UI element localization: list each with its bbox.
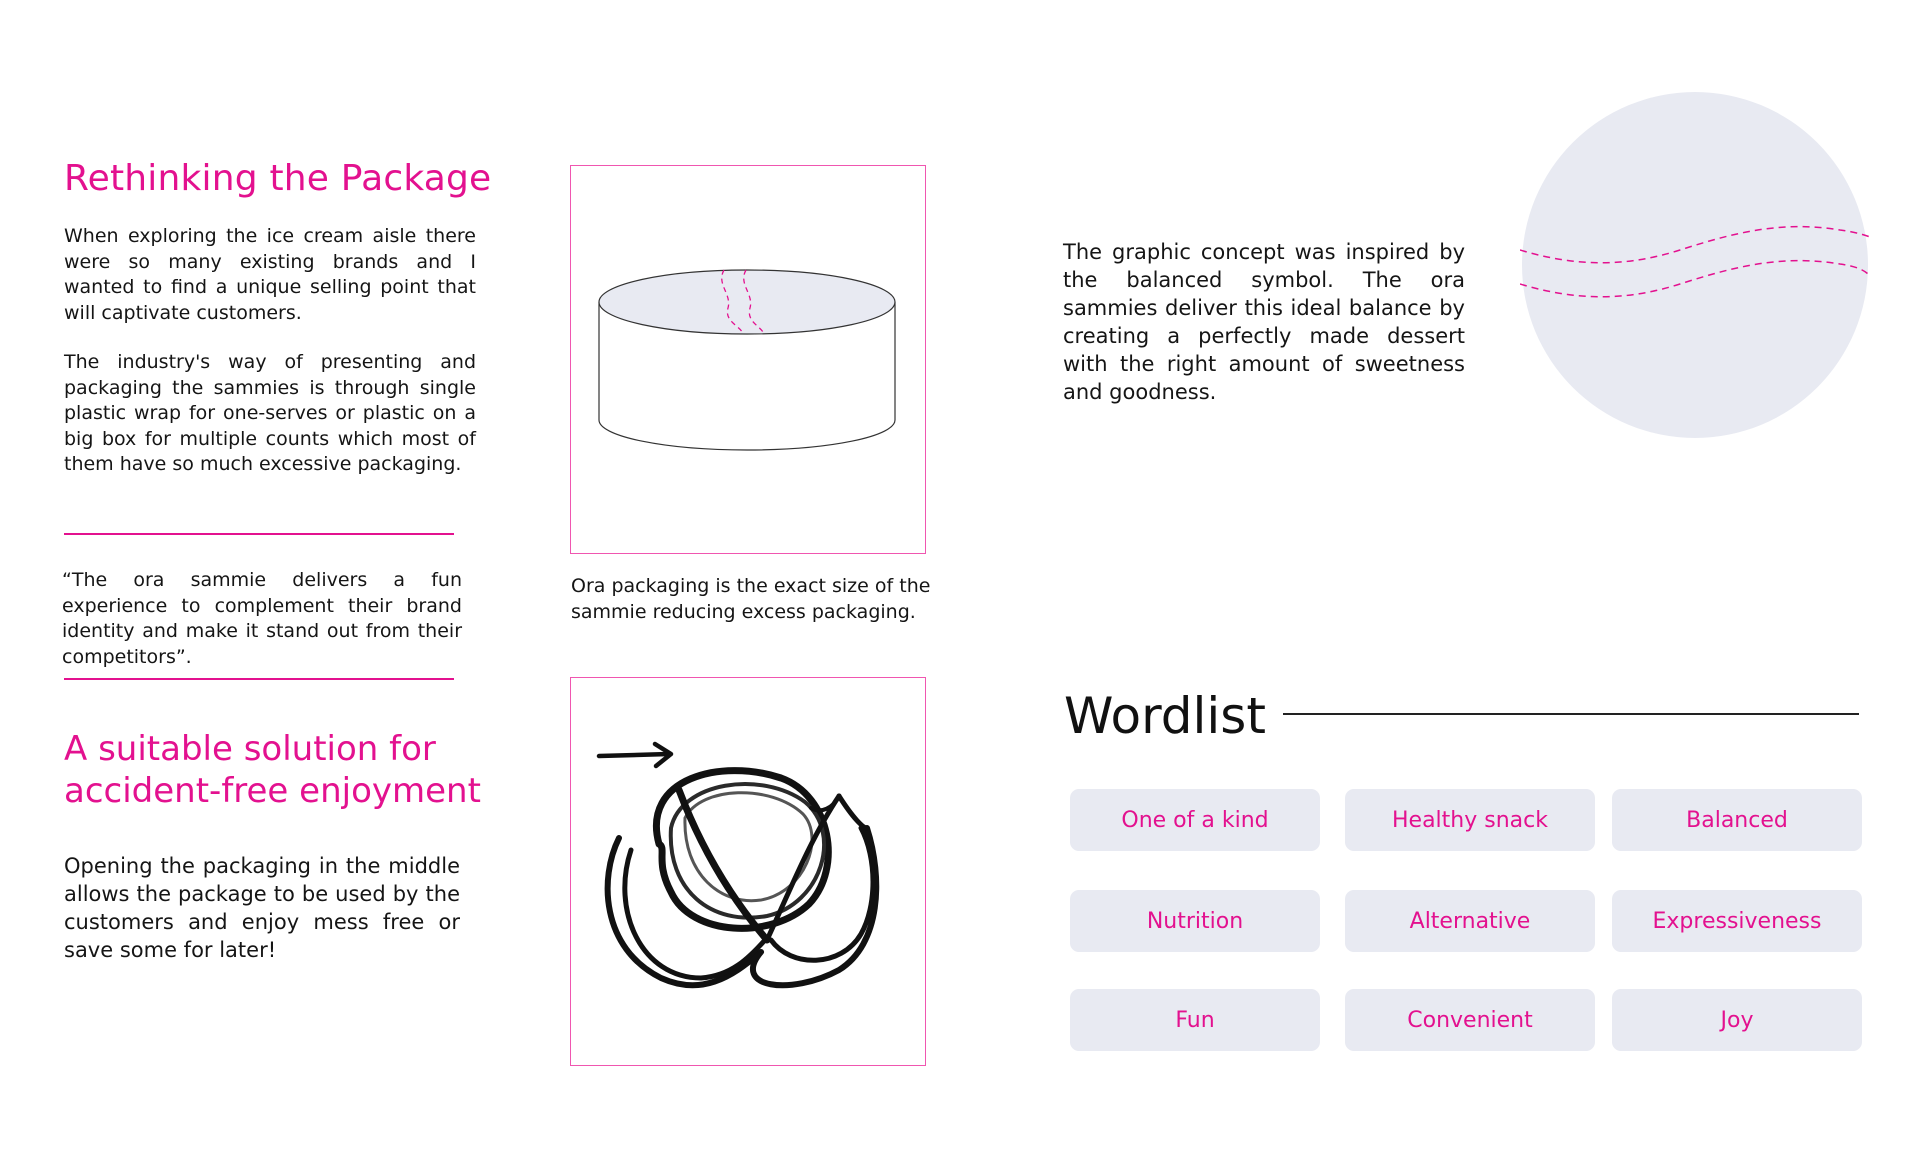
wordlist-chip[interactable]: Alternative: [1345, 890, 1595, 952]
package-lid: [599, 270, 895, 334]
package-illustration-frame: [570, 165, 926, 554]
wordlist-chip[interactable]: Nutrition: [1070, 890, 1320, 952]
wordlist-divider: [1283, 713, 1859, 715]
wordlist-chip[interactable]: Healthy snack: [1345, 789, 1595, 851]
wordlist-title: Wordlist: [1064, 687, 1266, 745]
intro-paragraph-2: The industry's way of presenting and packaging the sammies is through single plastic wrap for one-serves or plastic on a big box for multiple counts which most of them have so much excessive packaging.: [64, 351, 476, 475]
solution-paragraph: Opening the packaging in the middle allows the package to be used by the customers and enjoy mess free or save some for later!: [64, 854, 460, 962]
cylinder-package-illustration: [571, 166, 924, 552]
sketch-frame: [570, 677, 926, 1066]
package-caption: Ora packaging is the exact size of the sammie reducing excess packaging.: [571, 575, 931, 623]
intro-paragraph-1: When exploring the ice cream aisle there were so many existing brands and I wanted to find a unique selling point that will captivate customers.: [64, 225, 476, 324]
concept-paragraph: The graphic concept was inspired by the balanced symbol. The ora sammies deliver this ideal balance by creating a perfectly made dessert with the right amount of sweetness and goodness.: [1063, 240, 1465, 404]
quote-bottom-divider: [64, 678, 454, 680]
wordlist-chip[interactable]: Joy: [1612, 989, 1862, 1051]
wordlist-chip[interactable]: Fun: [1070, 989, 1320, 1051]
balance-sketch-illustration: [571, 678, 924, 1064]
brand-quote: “The ora sammie delivers a fun experience to complement their brand identity and make it stand out from their competitors”.: [62, 569, 462, 668]
page-title: Rethinking the Package: [64, 158, 492, 199]
wordlist-chip[interactable]: One of a kind: [1070, 789, 1320, 851]
wordlist-chip[interactable]: Expressiveness: [1612, 890, 1862, 952]
wordlist-chip[interactable]: Convenient: [1345, 989, 1595, 1051]
quote-top-divider: [64, 533, 454, 535]
wordlist-chip[interactable]: Balanced: [1612, 789, 1862, 851]
balance-symbol-graphic: [1520, 90, 1870, 440]
solution-title: A suitable solution for accident-free enjoyment: [64, 729, 481, 811]
